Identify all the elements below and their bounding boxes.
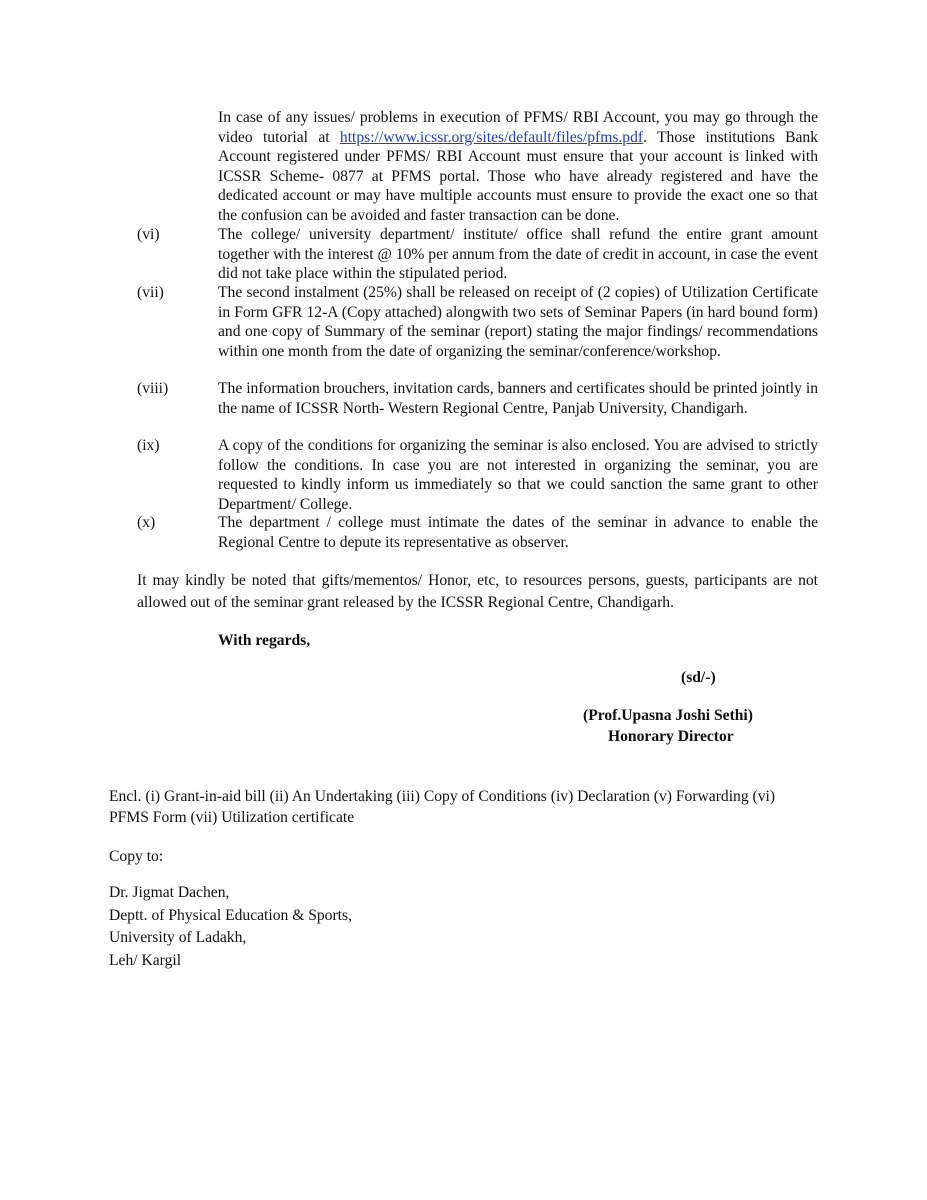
pfms-tutorial-link[interactable]: https://www.icssr.org/sites/default/files/pfms.pdf bbox=[339, 128, 644, 146]
copy-to-label: Copy to: bbox=[109, 848, 164, 865]
intro-text-after-link: . Those institutions Bank Account registered under PFMS/ RBI Account must ensure that your account is linked with ICSSR Scheme- 0877 at PFMS portal. Those who have already registered and have the dedicated account or may have multiple accounts must ensure to provide the exact one so that the confusion can be avoided and faster transaction can be done. bbox=[218, 128, 818, 224]
regards-line: With regards, bbox=[218, 632, 311, 649]
gifts-note: It may kindly be noted that gifts/mementos/ Honor, etc, to resources persons, guests, participants are not allowed out of the seminar grant released by the ICSSR Regional Centre, Chandigarh. bbox=[137, 572, 818, 611]
item-number: (ix) bbox=[137, 437, 160, 454]
signer-name: (Prof.Upasna Joshi Sethi) bbox=[583, 707, 753, 724]
address-line: Leh/ Kargil bbox=[109, 951, 182, 969]
address-line: Dr. Jigmat Dachen, bbox=[109, 884, 230, 901]
item-number: (vi) bbox=[137, 226, 160, 243]
address-line: University of Ladakh, bbox=[109, 929, 247, 946]
item-text: The information brouchers, invitation cards, banners and certificates should be printed jointly in the name of ICSSR North- Western Regional Centre, Panjab University, Chandigarh. bbox=[218, 380, 818, 417]
item-text: The second instalment (25%) shall be released on receipt of (2 copies) of Utilization Certificate in Form GFR 12-A (Copy attached) alongwith two sets of Seminar Papers (in hard bound form) and one copy of Summary of the seminar (report) stating the major findings/ recommendations within one month from the date of organizing the seminar/conference/workshop. bbox=[218, 284, 818, 360]
intro-text-before-link: In case of any issues/ problems in execution of PFMS/ RBI Account, you may go through the video tutorial at bbox=[218, 109, 818, 146]
copy-to-address bbox=[109, 882, 352, 972]
signature-mark: (sd/-) bbox=[681, 669, 716, 686]
item-text: The department / college must intimate the dates of the seminar in advance to enable the Regional Centre to depute its representative as observer. bbox=[218, 514, 818, 551]
item-text: A copy of the conditions for organizing the seminar is also enclosed. You are advised to strictly follow the conditions. In case you are not interested in organizing the seminar, you are requested to kindly inform us immediately so that we could sanction the same grant to other Department/ College. bbox=[218, 437, 818, 513]
address-line: Deptt. of Physical Education & Sports, bbox=[109, 906, 352, 924]
item-number: (x) bbox=[137, 514, 156, 531]
item-number: (vii) bbox=[137, 284, 164, 301]
enclosures-list: Encl. (i) Grant-in-aid bill (ii) An Undertaking (iii) Copy of Conditions (iv) Declaration (v) Forwarding (vi) PFMS Form (vii) Utilization certificate bbox=[109, 788, 776, 826]
signer-title: Honorary Director bbox=[608, 728, 734, 745]
item-number: (viii) bbox=[137, 380, 169, 397]
pfms-instructions-paragraph bbox=[218, 108, 818, 225]
item-text: The college/ university department/ institute/ office shall refund the entire grant amount together with the interest @ 10% per annum from the date of credit in account, in case the event did not take place within the stipulated period. bbox=[218, 226, 818, 282]
